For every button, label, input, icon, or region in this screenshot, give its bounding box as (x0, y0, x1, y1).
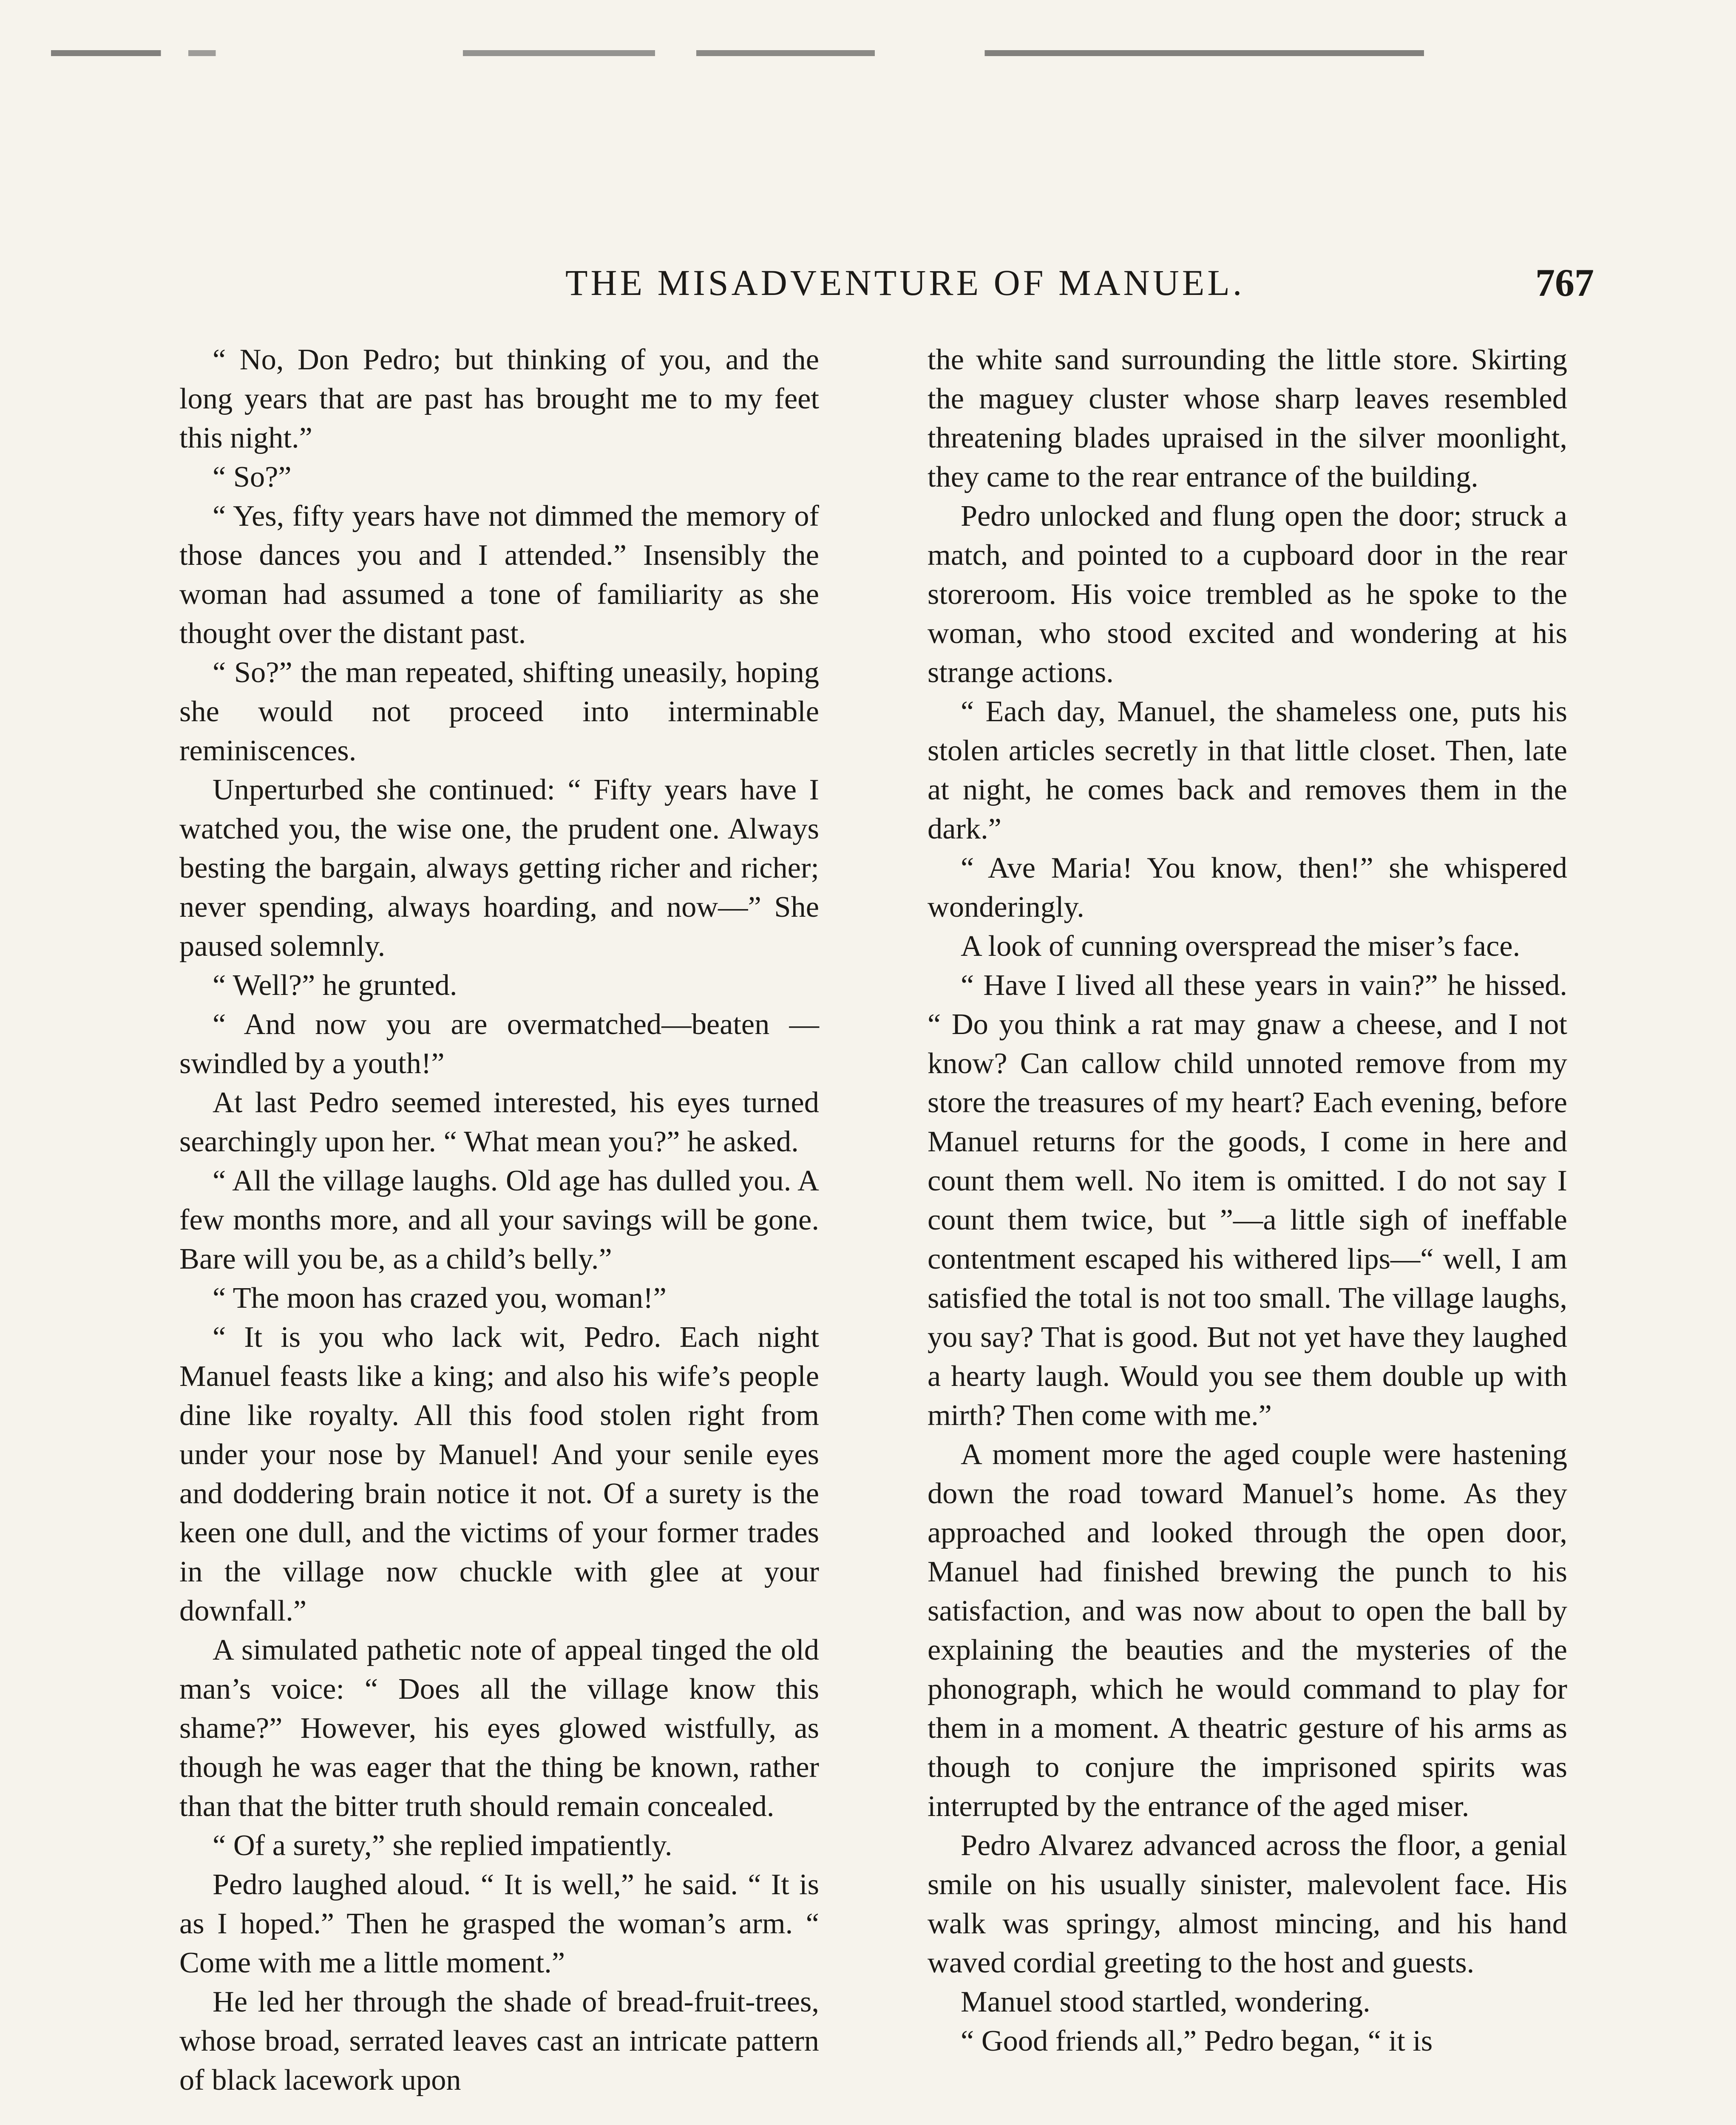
scan-rule (51, 50, 1424, 56)
paragraph: “ All the village laughs. Old age has dulled you. A few months more, and all your savings will be gone. Bare will you be, as a child’s belly.” (179, 1164, 819, 1275)
paragraph-continuation: the white sand surrounding the little store. Skirting the maguey cluster whose sharp leaves resembled threatening blades upraised in the silver moonlight, they came to the rear entrance of the building. (928, 343, 1567, 493)
paragraph: At last Pedro seemed interested, his eyes turned searchingly upon her. “ What mean you?” he asked. (179, 1086, 819, 1158)
paragraph: Pedro Alvarez advanced across the floor, a genial smile on his usually sinister, malevolent face. His walk was springy, almost mincing, and his hand waved cordial greeting to the host and guests. (928, 1829, 1567, 1979)
paragraph: A look of cunning overspread the miser’s face. (961, 929, 1520, 963)
paragraph: A moment more the aged couple were hastening down the road toward Manuel’s home. As they approached and looked through the open door, Manuel had finished brewing the punch to his satisfaction, and was now about to open the ball by explaining the beauties and the mysteries of the phonograph, which he would command to play for them in a moment. A theatric gesture of his arms as though to conjure the imprisoned spirits was interrupted by the entrance of the aged miser. (928, 1438, 1567, 1823)
paragraph: “ So?” (213, 460, 292, 493)
paragraph: “ The moon has crazed you, woman!” (213, 1281, 667, 1315)
paragraph: He led her through the shade of bread-fruit-trees, whose broad, serrated leaves cast an intricate pattern of black lacework upon (179, 1985, 819, 2097)
left-column (179, 340, 819, 2125)
paragraph: “ Well?” he grunted. (213, 969, 457, 1002)
paragraph: A simulated pathetic note of appeal tinged the old man’s voice: “ Does all the village know this shame?” However, his eyes glowed wistfully, as though he was eager that the thing be known, rather than that the bitter truth should remain concealed. (179, 1633, 819, 1823)
paragraph: “ Good friends all,” Pedro began, “ it is (961, 2024, 1433, 2057)
paragraph: “ Ave Maria! You know, then!” she whispered wonderingly. (928, 851, 1567, 924)
right-column (928, 340, 1567, 2125)
paragraph: “ Have I lived all these years in vain?” he hissed. “ Do you think a rat may gnaw a cheese, and I not know? Can callow child unnoted remove from my store the treasures of my heart? Each evening, before Manuel returns for the goods, I come in here and count them well. No item is omitted. I do not say I count them twice, but ”—a little sigh of ineffable contentment escaped his withered lips—“ well, I am satisfied the total is not too small. The village laughs, you say? That is good. But not yet have they laughed a hearty laugh. Would you see them double up with mirth? Then come with me.” (928, 969, 1567, 1432)
paragraph: “ And now you are overmatched—beaten —swindled by a youth!” (179, 1008, 819, 1080)
running-title: THE MISADVENTURE OF MANUEL. (565, 262, 1245, 303)
paragraph: “ It is you who lack wit, Pedro. Each night Manuel feasts like a king; and also his wife’s people dine like royalty. All this food stolen right from under your nose by Manuel! And your senile eyes and doddering brain notice it not. Of a surety is the keen one dull, and the victims of your former trades in the village now chuckle with glee at your downfall.” (179, 1320, 819, 1627)
page-number: 767 (1535, 261, 1594, 304)
paragraph: “ Each day, Manuel, the shameless one, puts his stolen articles secretly in that little closet. Then, late at night, he comes back and removes them in the dark.” (928, 695, 1567, 845)
paragraph: “ No, Don Pedro; but thinking of you, and the long years that are past has brought me to my feet this night.” (179, 343, 819, 454)
paragraph: “ So?” the man repeated, shifting uneasily, hoping she would not proceed into interminable reminiscences. (179, 656, 819, 767)
paragraph: “ Yes, fifty years have not dimmed the memory of those dances you and I attended.” Insensibly the woman had assumed a tone of familiarity as she thought over the distant past. (179, 499, 819, 650)
page-header (565, 261, 1594, 312)
paragraph: Pedro unlocked and flung open the door; struck a match, and pointed to a cupboard door in the rear storeroom. His voice trembled as he spoke to the woman, who stood excited and wondering at his strange actions. (928, 499, 1567, 689)
paragraph: “ Of a surety,” she replied impatiently. (213, 1829, 672, 1862)
paragraph: Manuel stood startled, wondering. (961, 1985, 1370, 2018)
paragraph: Pedro laughed aloud. “ It is well,” he said. “ It is as I hoped.” Then he grasped the woman’s arm. “ Come with me a little moment.” (179, 1868, 819, 1979)
paragraph: Unperturbed she continued: “ Fifty years have I watched you, the wise one, the prudent one. Always besting the bargain, always getting richer and richer; never spending, always hoarding, and now—” She paused solemnly. (179, 773, 819, 963)
